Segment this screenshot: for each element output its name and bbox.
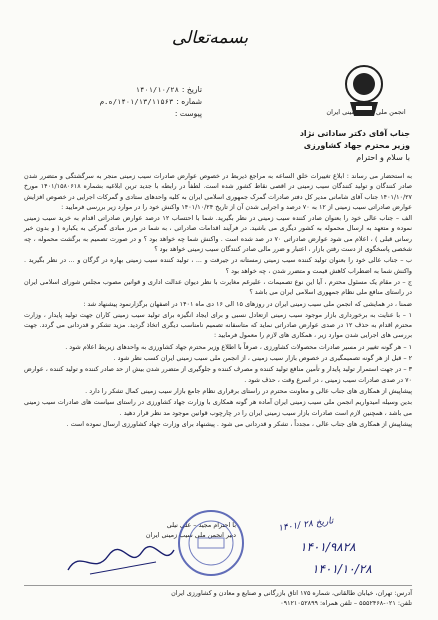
body-paragraph: الف – جناب عالی خود را بعنوان صادر کننده سیب زمینی در نظر بگیرید. شما با احتساب ۱۲ درصد عوارض صادراتی اقدام به خرید سیب زمینی نموده و متعهد به ارسال محموله به کشور دیگری می باشید. در فرآیند اقدامات صادراتی ، به شما در مرز مبادی گمرکی به یکباره ( و بدون خبر رسانی قبلی ) ، اعلام می شود عوارض صادراتی ۷۰ در صد شده است . واکنش شما چه خواهد بود ؟ و در صورت تصمیم به برگشت محموله ، چه شخصی پاسخگوی از دست رفتن بازار ، اعتبار و ضرر مالی صادر کنندگان سیب زمینی خواهد بود ؟ (24, 214, 412, 254)
logo-caption: انجمن ملی سیب زمینی ایران (326, 108, 406, 116)
footer-phone: تلفن: ۰۲۱-۵۵۵۲۴۶۸ – تلفن همراه: ۰۹۱۲۱۰۵۲۸۹۹ (280, 599, 412, 607)
number-value: ۱۴۰۱/۱۳/۱۱۵۶۳/ه.م (99, 97, 174, 106)
letter-footer (24, 585, 412, 608)
date-label: تاریخ : (181, 85, 202, 94)
body-paragraph: ج – در مقام یک مسئول محترم ، آیا این نوع تصمیمات ، علیرغم مغایرت با نظر دیوان عدالت اداری و قوانین مصوب مجلس شورای اسلامی ایران در راستای منافع ملی نظام جمهوری اسلامی ایران می باشد ؟ (24, 277, 412, 297)
signatory-name: با احترام مجید – علی نیلی (166, 521, 236, 529)
attachment-label: پیوست : (174, 109, 202, 118)
body-paragraph: پیشاپیش از همکاری های جناب عالی و معاونت محترم در راستای برقراری نظام جامع بازار سیب زمینی کمال تشکر را دارد . (85, 386, 412, 395)
body-paragraph: ضمنا ، در همایشی که انجمن ملی سیب زمینی ایران در روزهای ۱۵ الی ۱۶ دی ماه ۱۴۰۱ در اصفهان برگزارنمود پیشنهاد شد : (83, 299, 412, 308)
body-paragraph: ۳ – در جهت استمرار تولید پایدار و تأمین منافع تولید کننده و مصرف کننده و جلوگیری از متضرر شدن بیش از حد صادر کننده و تولید کننده ، عوارض ۷۰ در صدی صادرات سیب زمینی ، در اسرع وقت ، حذف شود . (24, 365, 412, 384)
number-row (52, 96, 202, 108)
handwritten-note: تاریخ ۲۸ /۱۴۰۱ (277, 516, 335, 534)
attachment-row (52, 108, 202, 120)
body-paragraph: ۱ – هر گونه تغییر در مسیر صادرات محصولات کشاورزی ، صرفاً با اطلاع وزیر محترم جهاد کشاورزی به واحدهای زیربط اعلام شود . (65, 342, 412, 351)
letter-body (24, 171, 412, 430)
body-paragraph: بدین وسیله امیدواریم انجمن ملی سیب زمینی ایران آماده هر گونه همکاری با وزارت جهاد کشاورزی در راستای سیاست های صادرات سیب زمینی می باشد ، همچنین لازم است صادرات بازار سیب زمینی ایران را در چارچوب قوانین موجود مد نظر قرار دهید . (24, 398, 412, 417)
handwritten-signature (60, 540, 180, 580)
signatory-title: دبیر انجمن ملی سیب زمینی ایران (145, 531, 236, 539)
footer-address: آدرس: تهران، خیابان طالقانی، شماره ۱۷۵ اتاق بازرگانی و صنایع و معادن و کشاورزی ایران (171, 589, 412, 597)
basmala: بسمه‌تعالی (171, 28, 249, 48)
body-paragraph: ب – جناب عالی خود را بعنوان تولید کننده سیب زمینی زمستانه در جیرفت و ... ، تولید کننده سیب زمینی بهاره در گرگان و ... در نظر بگیرید . واکنش شما به اضطراب کاهش قیمت و متضرر شدن ، چه خواهد بود ؟ (24, 256, 412, 275)
handwritten-number: ۱۴۰۱/۹۸۲۸ (300, 540, 356, 554)
date-row (52, 84, 202, 96)
addressee-title: وزیر محترم جهاد کشاورزی (303, 141, 410, 150)
addressee-name: جناب آقای دکتر ساداتی نژاد (299, 129, 410, 138)
body-paragraph: به استحضار می رساند : ابلاغ تغییرات خلق الساعه به مراجع ذیربط در خصوص عوارض صادرات سیب زمینی منجر به سرگشتگی و متضرر شدن صادر کنندگان و تولید کنندگان سیب زمینی در اقصی نقاط کشور شده است. لطفاً در رابطه با جدید ترین ابلاغیه بشماره ۱۴۰۱/۱۵۸۰۶۱۸ مورخ ۱۴۰۱/۱۰/۲۷ جناب آقای شامانی مدیر کل دفتر صادرات گمرک جمهوری اسلامی ایران به کلیه واحدهای ستادی و گمرکات اجرایی در خصوص افزایش عوارض صادراتی سیب زمینی از ۱۲ به ۷۰ درصد و اجرایی شدن آن از تاریخ ۱۴۰۱/۱۰/۲۴ واکنش خود را در موارد زیر بررسی فرمایید : (24, 172, 412, 211)
body-paragraph: ۲ – قبل از هر گونه تصمیمگیری در خصوص بازار سیب زمینی ، از انجمن ملی سیب زمینی ایران کسب نظر شود . (113, 354, 412, 363)
addressee-block (30, 128, 410, 164)
official-stamp (176, 508, 246, 578)
greeting: با سلام و احترام (356, 153, 410, 162)
body-paragraph: ۱ – با عنایت به برخورداری بازار موجود سیب زمینی ازتعادل نسبی و برای ایجاد انگیزه برای تولید سیب زمینی کاران جهت تولید پایدار ، وزارت محترم اقدام به حذف ۱۲ در صدی عوارض صادراتی نماید که متاسفانه تصمیم نامناسب دیگری اتخاذ گردید. مزید تشکر و قدردانی می گردد. جهت بررسی های اجرایی شدن موارد زیر ، همکاری های لازم را معمول فرمایید : (24, 310, 412, 340)
handwritten-date: ۱۴۰۱/۱۰/۲۸ (312, 562, 372, 576)
number-label: شماره : (176, 97, 202, 106)
date-value: ۱۴۰۱/۱۰/۲۸ (135, 85, 179, 94)
letter-meta (52, 84, 202, 120)
body-paragraph: پیشاپیش از همکاری های جناب عالی ، مجدداً ، تشکر و قدردانی می شود . پیشنهاد برای وزارت جهاد کشاورزی ارسال نموده است . (66, 419, 412, 428)
